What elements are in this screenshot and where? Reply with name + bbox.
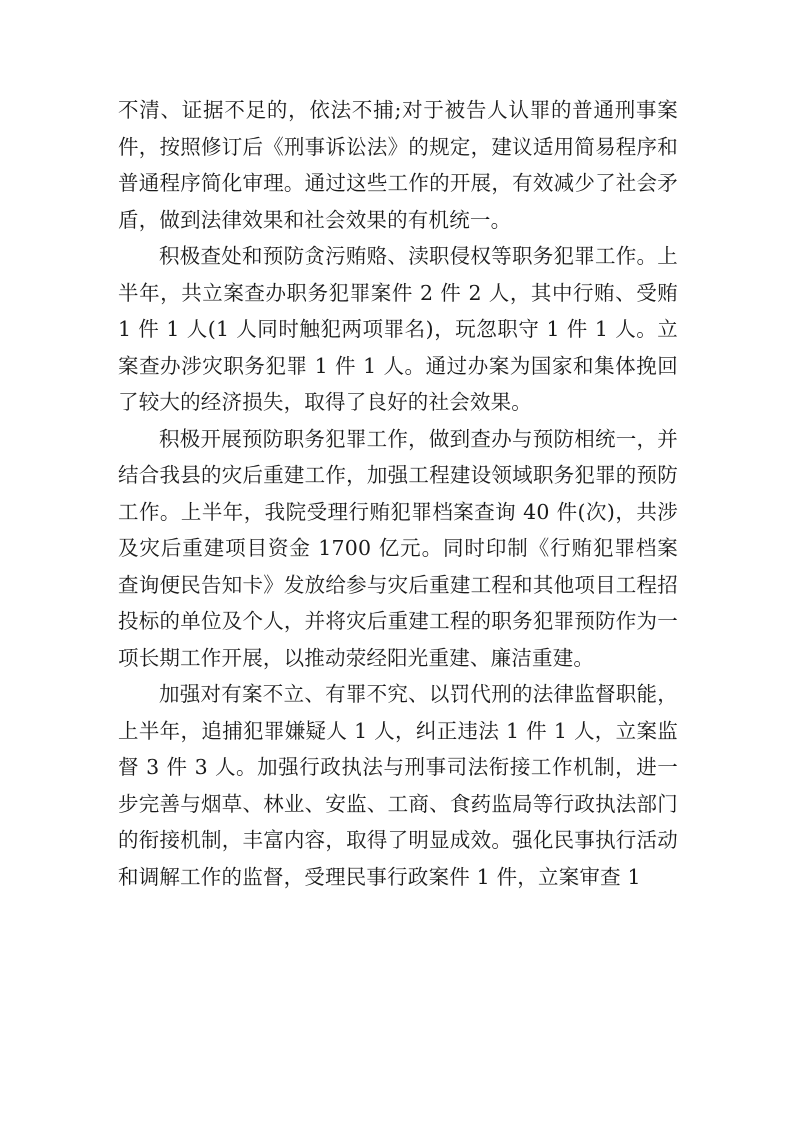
paragraph-1: 不清、证据不足的，依法不捕;对于被告人认罪的普通刑事案件，按照修订后《刑事诉讼法》的规定，建议适用简易程序和普通程序简化审理。通过这些工作的开展，有效减少了社会矛盾，做到法律效果和社会效果的有机统一。 — [118, 98, 678, 232]
paragraph-4: 加强对有案不立、有罪不究、以罚代刑的法律监督职能，上半年，追捕犯罪嫌疑人 1 人，纠正违法 1 件 1 人，立案监督 3 件 3 人。加强行政执法与刑事司法衔接工作机制，进一步完善与烟草、林业、安监、工商、食药监局等行政执法部门的衔接机制，丰富内容，取得了明显成效。强化民事执行活动和调解工作的监督，受理民事行政案件 1 件，立案审查 1 — [118, 682, 678, 889]
document-body — [118, 92, 678, 895]
paragraph-2: 积极查处和预防贪污贿赂、渎职侵权等职务犯罪工作。上半年，共立案查办职务犯罪案件 2 件 2 人，其中行贿、受贿 1 件 1 人(1 人同时触犯两项罪名)，玩忽职守 1 件 1 人。立案查办涉灾职务犯罪 1 件 1 人。通过办案为国家和集体挽回了较大的经济损失，取得了良好的社会效果。 — [118, 244, 678, 414]
paragraph-3: 积极开展预防职务犯罪工作，做到查办与预防相统一，并结合我县的灾后重建工作，加强工程建设领域职务犯罪的预防工作。上半年，我院受理行贿犯罪档案查询 40 件(次)，共涉及灾后重建项目资金 1700 亿元。同时印制《行贿犯罪档案查询便民告知卡》发放给参与灾后重建工程和其他项目工程招投标的单位及个人，并将灾后重建工程的职务犯罪预防作为一项长期工作开展，以推动荥经阳光重建、廉洁重建。 — [118, 426, 678, 670]
